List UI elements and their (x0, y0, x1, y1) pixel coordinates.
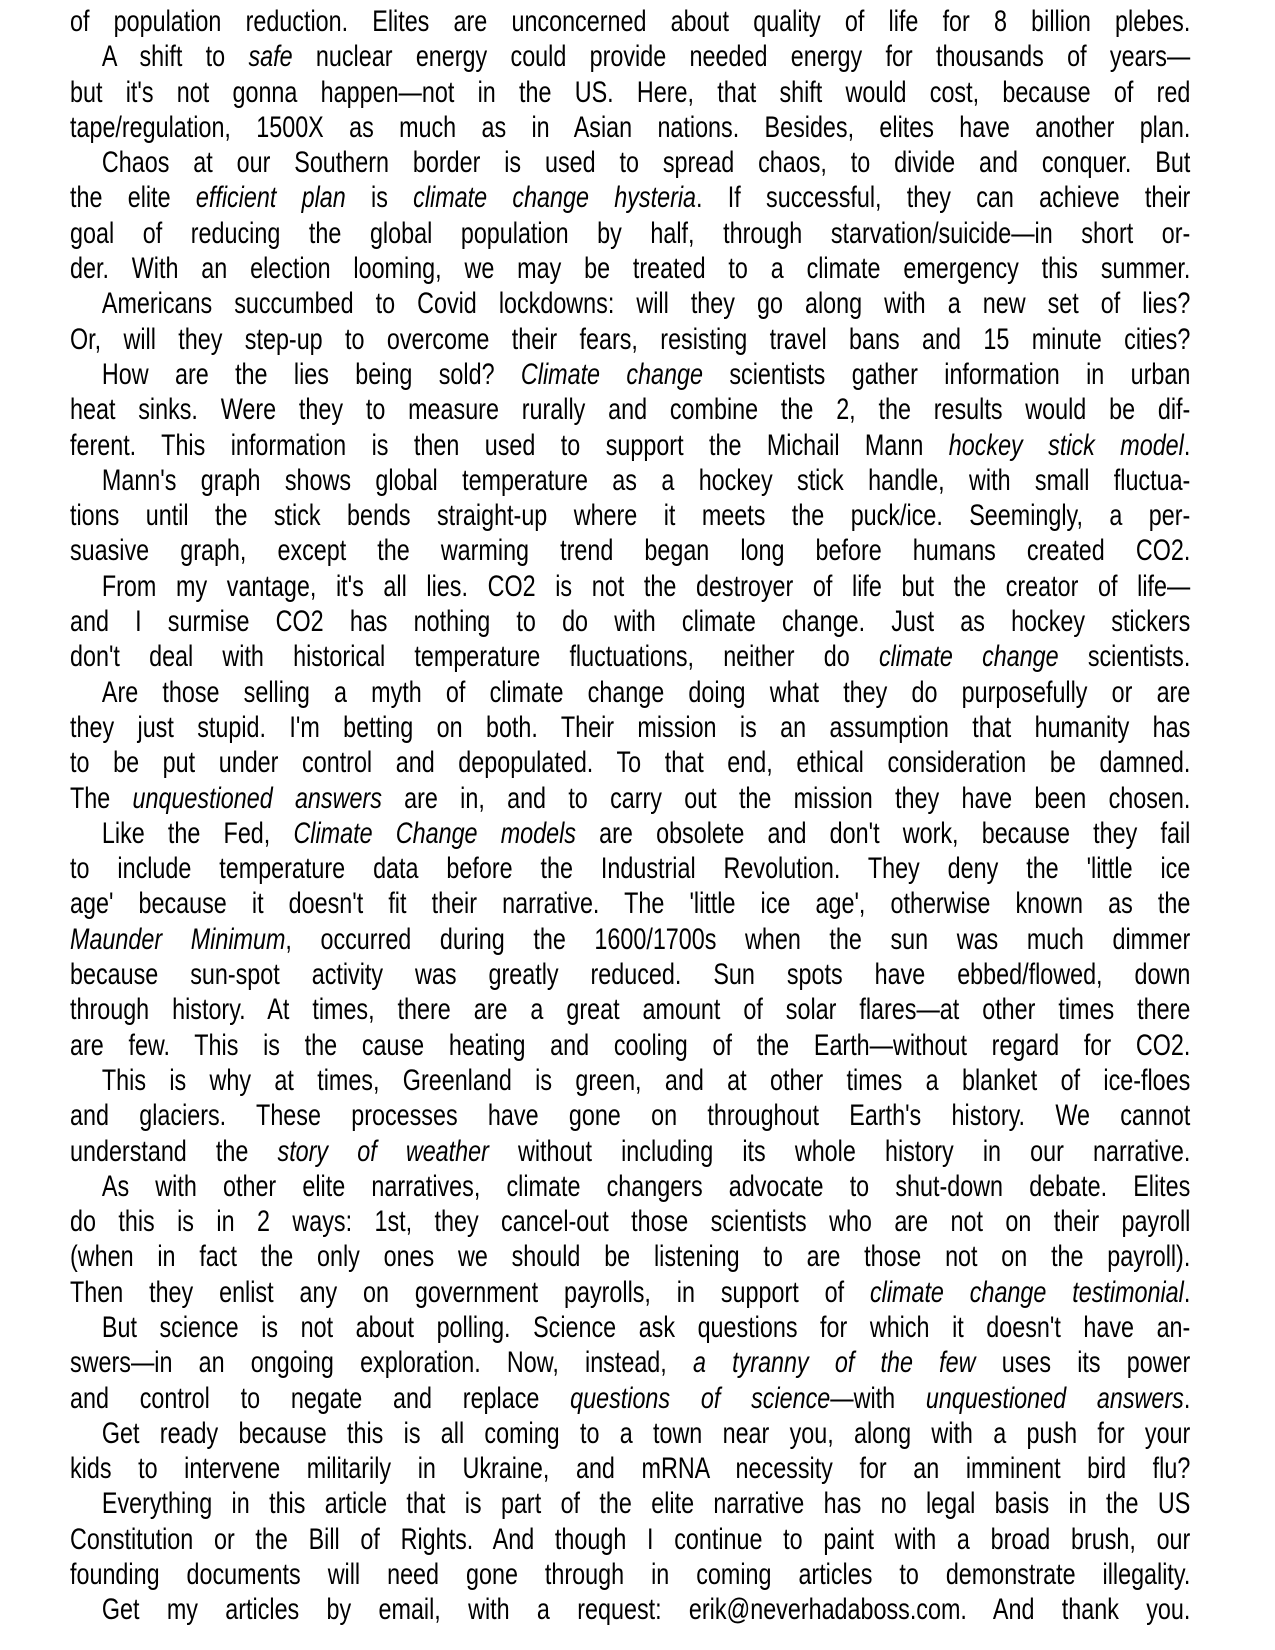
text-line (70, 1522, 1190, 1557)
paragraph (70, 39, 1190, 145)
text-segment: is (345, 181, 414, 215)
text-line (70, 1239, 1190, 1274)
text-line (70, 1592, 1190, 1627)
paragraph (70, 286, 1190, 357)
text-segment: Mann's graph shows global temperature as a hockey stick handle, with small fluctua- (101, 463, 1191, 497)
text-line (70, 1204, 1190, 1239)
text-line (70, 710, 1190, 745)
text-line (70, 1134, 1190, 1169)
text-segment: are few. This is the cause heating and cooling of the Earth—without regard for CO2. (70, 1028, 1191, 1062)
paragraph (70, 463, 1190, 569)
text-line (70, 1098, 1190, 1133)
article-scale-wrapper (70, 4, 1190, 1628)
text-line (70, 322, 1190, 357)
text-segment: without including its whole history in our narrative. (488, 1134, 1191, 1168)
italic-text-segment: Climate change (520, 357, 703, 391)
text-segment: they just stupid. I'm betting on both. Their mission is an assumption that humanity has (70, 710, 1191, 744)
text-segment: the elite (70, 181, 196, 215)
text-segment: . (1183, 1381, 1191, 1415)
text-segment: swers—in an ongoing exploration. Now, instead, (70, 1346, 693, 1380)
italic-text-segment: hockey stick model (948, 428, 1184, 462)
italic-text-segment: efficient plan (195, 181, 346, 215)
italic-text-segment: story of weather (277, 1134, 489, 1168)
text-segment: and control to negate and replace (70, 1381, 571, 1415)
text-line (70, 1063, 1190, 1098)
text-segment: . (1183, 1275, 1191, 1309)
text-segment: don't deal with historical temperature fluctuations, neither do (70, 640, 879, 674)
text-segment: . (1183, 428, 1191, 462)
text-line (70, 75, 1190, 110)
text-segment: Everything in this article that is part of the elite narrative has no legal basis in the US (101, 1487, 1191, 1521)
italic-text-segment: climate change (878, 640, 1059, 674)
article-body (70, 4, 1190, 1628)
text-segment: because sun-spot activity was greatly reduced. Sun spots have ebbed/flowed, down (70, 958, 1191, 992)
text-line (70, 498, 1190, 533)
text-line (70, 1275, 1190, 1310)
text-segment: and glaciers. These processes have gone on throughout Earth's history. We cannot (70, 1099, 1191, 1133)
text-line (70, 569, 1190, 604)
text-segment: are obsolete and don't work, because they fail (575, 816, 1191, 850)
text-line (70, 1169, 1190, 1204)
text-line (70, 251, 1190, 286)
text-segment: kids to intervene militarily in Ukraine, and mRNA necessity for an imminent bird flu? (70, 1452, 1191, 1486)
text-line (70, 180, 1190, 215)
text-line (70, 851, 1190, 886)
text-line (70, 392, 1190, 427)
text-line (70, 639, 1190, 674)
text-segment: to include temperature data before the Industrial Revolution. They deny the 'little ice (70, 852, 1191, 886)
italic-text-segment: a tyranny of the few (692, 1346, 976, 1380)
paragraph (70, 357, 1190, 463)
text-segment: Get ready because this is all coming to a town near you, along with a push for your (101, 1416, 1191, 1450)
text-line (70, 39, 1190, 74)
text-segment: through history. At times, there are a great amount of solar flares—at other times there (70, 993, 1191, 1027)
text-segment: Americans succumbed to Covid lockdowns: will they go along with a new set of lies? (101, 287, 1191, 321)
text-segment: As with other elite narratives, climate changers advocate to shut-down debate. Elites (101, 1169, 1191, 1203)
text-segment: Then they enlist any on government payrolls, in support of (70, 1275, 870, 1309)
italic-text-segment: questions of science (570, 1381, 831, 1415)
text-segment: but it's not gonna happen—not in the US. Here, that shift would cost, because of red (70, 75, 1191, 109)
text-segment: A shift to (101, 40, 249, 74)
text-line (70, 1416, 1190, 1451)
text-segment: and I surmise CO2 has nothing to do with climate change. Just as hockey stickers (70, 605, 1191, 639)
text-line (70, 428, 1190, 463)
paragraph (70, 1592, 1190, 1627)
text-line (70, 286, 1190, 321)
text-line (70, 1310, 1190, 1345)
text-segment: Are those selling a myth of climate change doing what they do purposefully or are (101, 675, 1191, 709)
text-segment: . If successful, they can achieve their (696, 181, 1191, 215)
text-line (70, 1381, 1190, 1416)
italic-text-segment: Maunder Minimum (70, 922, 286, 956)
text-line (70, 1486, 1190, 1521)
text-segment: of population reduction. Elites are unconcerned about quality of life for 8 billion plebes. (70, 5, 1191, 38)
text-line (70, 886, 1190, 921)
text-segment: , occurred during the 1600/1700s when the sun was much dimmer (285, 922, 1191, 956)
italic-text-segment: unquestioned answers (132, 781, 382, 815)
text-segment: Get my articles by email, with a request: erik@neverhadaboss.com. And thank you. (101, 1593, 1191, 1627)
text-segment: to be put under control and depopulated. To that end, ethical consideration be damned. (70, 746, 1191, 780)
text-segment: scientists gather information in urban (702, 357, 1191, 391)
text-line (70, 816, 1190, 851)
text-segment: suasive graph, except the warming trend began long before humans created CO2. (70, 534, 1191, 568)
text-segment: tions until the stick bends straight-up where it meets the puck/ice. Seemingly, a per- (70, 499, 1191, 533)
text-segment: —with (830, 1381, 926, 1415)
text-line (70, 4, 1190, 39)
text-segment: founding documents will need gone through in coming articles to demonstrate illegality. (70, 1558, 1191, 1592)
text-segment: heat sinks. Were they to measure rurally and combine the 2, the results would be dif- (70, 393, 1191, 427)
italic-text-segment: safe (248, 40, 293, 74)
paragraph (70, 1169, 1190, 1310)
text-segment: der. With an election looming, we may be treated to a climate emergency this summer. (70, 252, 1191, 286)
text-line (70, 357, 1190, 392)
text-segment: From my vantage, it's all lies. CO2 is not the destroyer of life but the creator of life— (101, 569, 1191, 603)
text-segment: This is why at times, Greenland is green, and at other times a blanket of ice-floes (101, 1063, 1191, 1097)
text-segment: The (70, 781, 133, 815)
paragraph (70, 1063, 1190, 1169)
text-segment: But science is not about polling. Science ask questions for which it doesn't have an- (101, 1310, 1191, 1344)
text-line (70, 1451, 1190, 1486)
text-segment: Chaos at our Southern border is used to spread chaos, to divide and conquer. But (101, 146, 1191, 180)
italic-text-segment: climate change hysteria (413, 181, 697, 215)
text-segment: are in, and to carry out the mission they have been chosen. (381, 781, 1191, 815)
text-line (70, 1028, 1190, 1063)
text-line (70, 533, 1190, 568)
text-segment: Constitution or the Bill of Rights. And though I continue to paint with a broad brush, our (70, 1522, 1191, 1556)
text-segment: understand the (70, 1134, 278, 1168)
text-segment: uses its power (975, 1346, 1191, 1380)
text-segment: ferent. This information is then used to support the Michail Mann (70, 428, 949, 462)
text-line (70, 145, 1190, 180)
paragraph (70, 1416, 1190, 1487)
text-segment: nuclear energy could provide needed energy for thousands of years— (292, 40, 1191, 74)
text-line (70, 1557, 1190, 1592)
paragraph (70, 1486, 1190, 1592)
text-segment: age' because it doesn't fit their narrative. The 'little ice age', otherwise known as the (70, 887, 1191, 921)
text-segment: tape/regulation, 1500X as much as in Asian nations. Besides, elites have another plan. (70, 110, 1191, 144)
paragraph (70, 1310, 1190, 1416)
italic-text-segment: unquestioned answers (925, 1381, 1184, 1415)
text-segment: How are the lies being sold? (101, 357, 521, 391)
text-segment: goal of reducing the global population by half, through starvation/suicide—in short or- (70, 216, 1191, 250)
text-line (70, 781, 1190, 816)
text-segment: Like the Fed, (101, 816, 294, 850)
text-segment: do this is in 2 ways: 1st, they cancel-out those scientists who are not on their payroll (70, 1205, 1191, 1239)
paragraph (70, 4, 1190, 39)
text-segment: scientists. (1058, 640, 1191, 674)
text-line (70, 110, 1190, 145)
paragraph (70, 816, 1190, 1063)
paragraph (70, 145, 1190, 286)
text-line (70, 604, 1190, 639)
text-line (70, 745, 1190, 780)
italic-text-segment: Climate Change models (293, 816, 576, 850)
text-line (70, 463, 1190, 498)
paragraph (70, 569, 1190, 675)
text-line (70, 216, 1190, 251)
text-line (70, 957, 1190, 992)
italic-text-segment: climate change testimonial (869, 1275, 1184, 1309)
text-line (70, 1345, 1190, 1380)
paragraph (70, 675, 1190, 816)
text-line (70, 992, 1190, 1027)
text-segment: Or, will they step-up to overcome their fears, resisting travel bans and 15 minute cities? (70, 322, 1191, 356)
text-line (70, 675, 1190, 710)
text-line (70, 922, 1190, 957)
text-segment: (when in fact the only ones we should be listening to are those not on the payroll). (70, 1240, 1191, 1274)
